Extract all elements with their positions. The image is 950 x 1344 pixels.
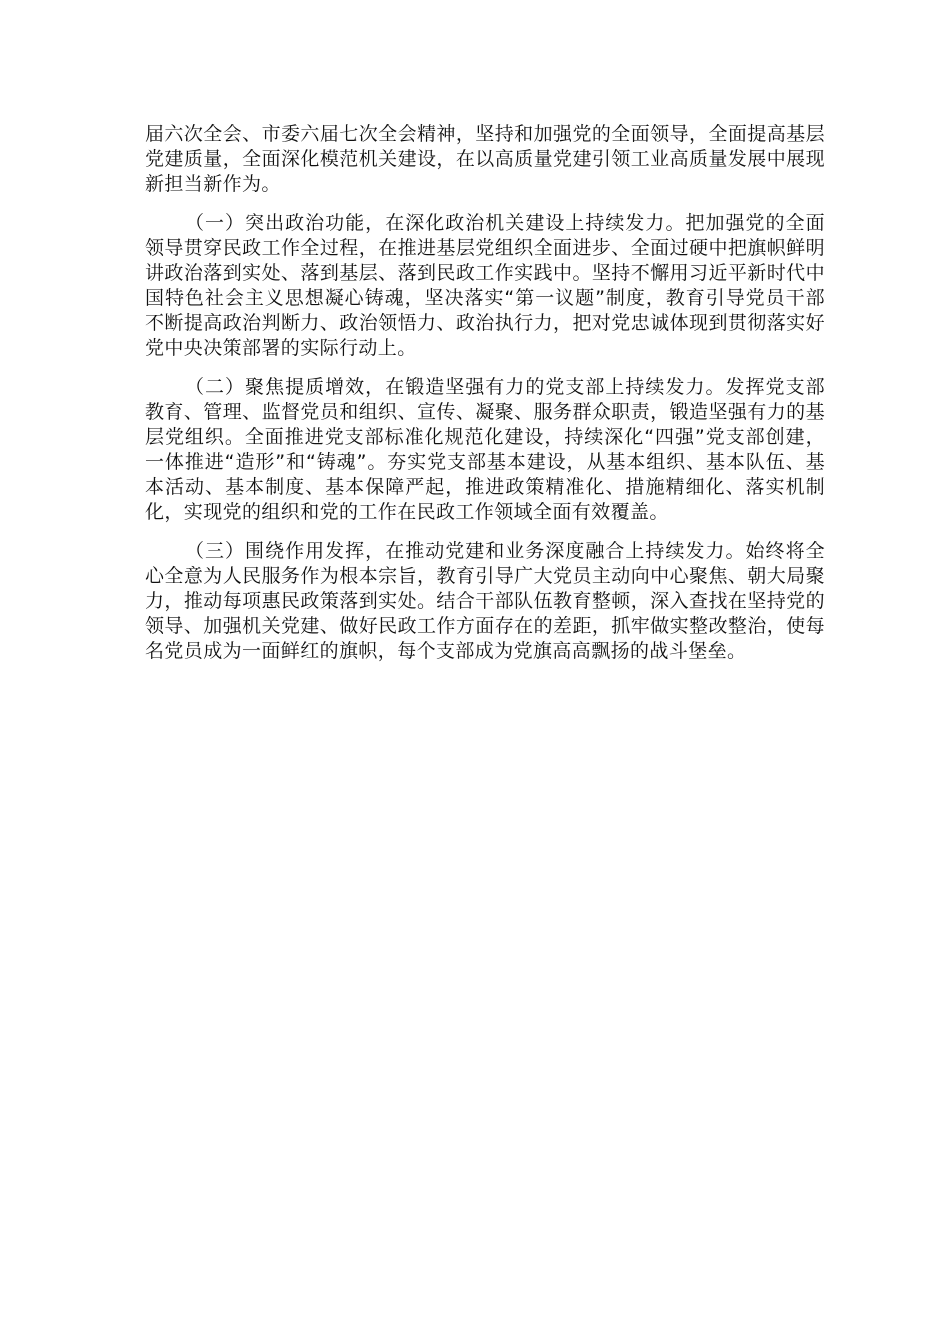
paragraph-continuation: 届六次全会、市委六届七次全会精神，坚持和加强党的全面领导，全面提高基层党建质量，全面深化模范机关建设，在以高质量党建引领工业高质量发展中展现新担当新作为。	[145, 123, 825, 195]
paragraph-section-two: （二）聚焦提质增效，在锻造坚强有力的党支部上持续发力。发挥党支部教育、管理、监督党员和组织、宣传、凝聚、服务群众职责，锻造坚强有力的基层党组织。全面推进党支部标准化规范化建设，持续深化“四强”党支部创建，一体推进“造形”和“铸魂”。夯实党支部基本建设，从基本组织、基本队伍、基本活动、基本制度、基本保障严起，推进政策精准化、措施精细化、落实机制化，实现党的组织和党的工作在民政工作领域全面有效覆盖。	[145, 376, 825, 523]
paragraph-section-three: （三）围绕作用发挥，在推动党建和业务深度融合上持续发力。始终将全心全意为人民服务作为根本宗旨，教育引导广大党员主动向中心聚焦、朝大局聚力，推动每项惠民政策落到实处。结合干部队伍教育整顿，深入查找在坚持党的领导、加强机关党建、做好民政工作方面存在的差距，抓牢做实整改整治，使每名党员成为一面鲜红的旗帜，每个支部成为党旗高高飘扬的战斗堡垒。	[145, 540, 825, 662]
document-body	[145, 122, 825, 678]
paragraph-section-one: （一）突出政治功能，在深化政治机关建设上持续发力。把加强党的全面领导贯穿民政工作全过程，在推进基层党组织全面进步、全面过硬中把旗帜鲜明讲政治落到实处、落到基层、落到民政工作实践中。坚持不懈用习近平新时代中国特色社会主义思想凝心铸魂，坚决落实“第一议题”制度，教育引导党员干部不断提高政治判断力、政治领悟力、政治执行力，把对党忠诚体现到贯彻落实好党中央决策部署的实际行动上。	[145, 212, 825, 359]
